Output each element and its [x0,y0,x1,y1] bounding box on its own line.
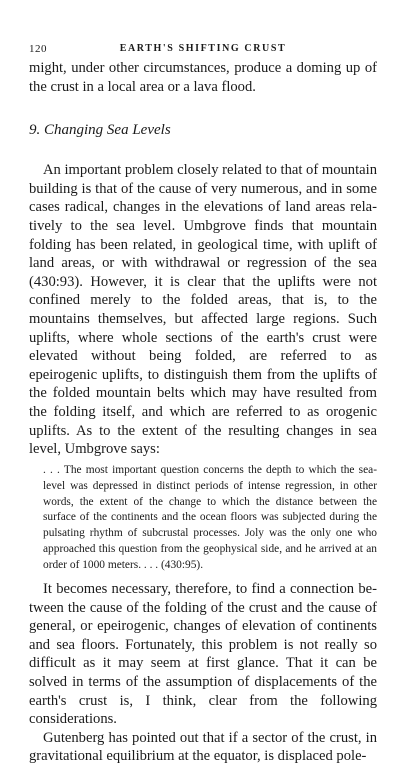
quote-text: . . . The most important question concerns the depth to which the sea-level was depressed in distinct periods of intense regression, in other words, the extent of the change to which the distance between the surface of the continents and the ocean floors was subjected during the pulsating rhythm of subcrustal processes. Joly was the only one who approached this question from the geophysical side, and he arrived at an order of 1000 meters. . . . (430:95). [43,463,377,572]
paragraph: An important problem closely related to that of mountain building is that of the cause of very numerous, and in some cases radical, changes in the elevations of land areas relatively to the sea level. Umbgrove finds that mountain folding has been related, in geological time, with uplift of land areas, or with withdrawal or regression of the sea (430:93). However, it is clear that the uplifts were not confined merely to the folded areas, that is, to the mountains themselves, but affected large regions. Such uplifts, where whole sections of the earth's crust were elevated without being folded, are referred to as epeirogenic uplifts, to distinguish them from the uplifts of the folded mountain belts which may have resulted from the folding itself, and which are referred to as orogenic uplifts. As to the extent of the resulting changes in sea level, Umbgrove says: [29,162,377,458]
page-body [29,59,377,766]
running-head: EARTH'S SHIFTING CRUST [119,43,287,54]
page-number: 120 [29,43,47,55]
paragraph: Gutenberg has pointed out that if a sector of the crust, in gravitational equilibrium at the equator, is displaced pole- [29,729,377,765]
page-header [29,43,377,57]
block-quote [43,463,377,574]
book-page [29,0,377,765]
section-title: 9. Changing Sea Levels [29,122,171,139]
paragraph: It becomes necessary, therefore, to find a connection between the cause of the folding of the crust and the cause of general, or epeirogenic, changes of elevation of continents and sea floors. Fortunately, this problem is not really so difficult as it may seem at first glance. That it can be solved in terms of the assumption of displacements of the earth's crust is, I think, clear from the following considerations. [29,581,377,728]
paragraph-continued: might, under other circumstances, produce a doming up of the crust in a local area or a lava flood. [29,60,377,95]
